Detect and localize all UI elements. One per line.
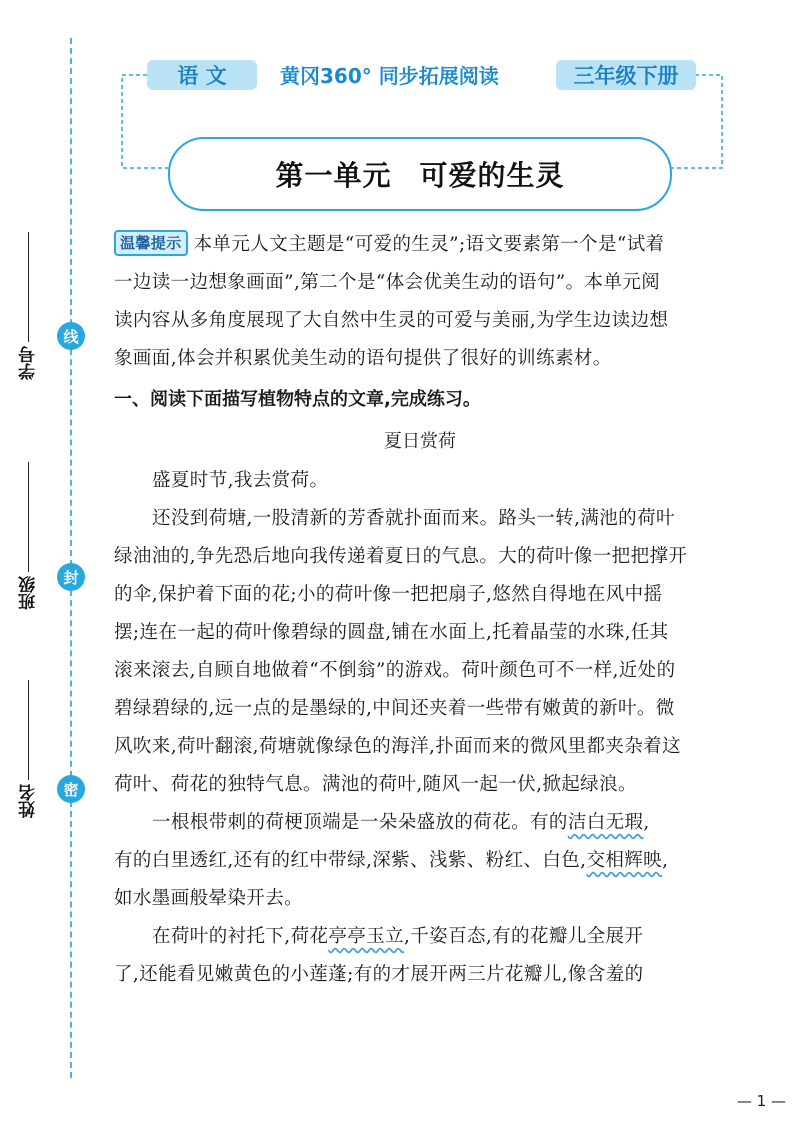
- tip-line-3: 读内容从多角度展现了大自然中生灵的可爱与美丽,为学生边读边想: [114, 310, 669, 331]
- article-p2-line: 风吹来,荷叶翻滚,荷塘就像绿色的海洋,扑面而来的微风里都夹杂着这: [114, 736, 681, 757]
- tip-line-4: 象画面,体会并积累优美生动的语句提供了很好的训练素材。: [114, 348, 612, 369]
- unit-number: 第一单元: [275, 159, 392, 192]
- student-id-field[interactable]: [14, 232, 42, 380]
- article-p3-line: 如水墨画般晕染开去。: [114, 888, 304, 909]
- unit-theme: 可爱的生灵: [419, 159, 565, 192]
- article-p2-line: 荷叶、荷花的独特气息。满池的荷叶,随风一起一伏,掀起绿浪。: [114, 774, 637, 795]
- article-p2-line: 碧绿碧绿的,远一点的是墨绿的,中间还夹着一些带有嫩黄的新叶。微: [114, 698, 675, 719]
- series-title: 黄冈360° 同步拓展阅读: [280, 64, 499, 88]
- tip-badge: 温馨提示: [114, 230, 188, 256]
- seal-mark-mi: 密: [57, 775, 85, 803]
- seal-mark-feng: 封: [57, 563, 85, 591]
- wavy-underlined-phrase: 亭亭玉立: [328, 926, 404, 947]
- article-paragraph-1: 盛夏时节,我去赏荷。: [152, 470, 329, 491]
- article-p2-line: 滚来滚去,自顾自地做着“不倒翁”的游戏。荷叶颜色可不一样,近处的: [114, 660, 676, 681]
- article-p3-line: [114, 804, 726, 842]
- article-p4-line: [114, 918, 726, 956]
- grade-tag: 三年级下册: [556, 60, 696, 90]
- name-label: 姓名: [18, 784, 39, 818]
- tip-line-1: [114, 226, 726, 264]
- article-p4-line: 了,还能看见嫩黄色的小莲蓬;有的才展开两三片花瓣儿,像含羞的: [114, 964, 644, 985]
- question-title: 一、阅读下面描写植物特点的文章,完成练习。: [114, 389, 481, 410]
- student-id-blank[interactable]: [28, 232, 29, 342]
- wavy-underlined-phrase: 交相辉映: [586, 850, 663, 871]
- article-p3-line: [114, 842, 726, 880]
- tip-line-2: 一边读一边想象画面”,第二个是“体会优美生动的语句”。本单元阅: [114, 272, 661, 293]
- article-title: 夏日赏荷: [384, 431, 456, 452]
- p3-text: 有的白里透红,还有的红中带绿,深紫、浅紫、粉红、白色,: [114, 850, 587, 871]
- class-field[interactable]: [14, 462, 42, 610]
- article-p2-line: 还没到荷塘,一股清新的芳香就扑面而来。路头一转,满池的荷叶: [152, 508, 675, 529]
- unit-title: [275, 154, 564, 194]
- unit-banner: [168, 137, 672, 211]
- p3-punct: ,: [662, 850, 669, 871]
- seal-mark-xian: 线: [57, 322, 85, 350]
- class-blank[interactable]: [28, 462, 29, 572]
- article-p2-line: 的伞,保护着下面的花;小的荷叶像一把把扇子,悠然自得地在风中摇: [114, 584, 663, 605]
- page-number: — 1 —: [736, 1092, 786, 1110]
- subject-tag: 语 文: [147, 60, 257, 90]
- p3-punct: ,: [643, 812, 650, 833]
- wavy-underlined-phrase: 洁白无瑕: [567, 812, 644, 833]
- article-p2-line: 摆;连在一起的荷叶像碧绿的圆盘,铺在水面上,托着晶莹的水珠,任其: [114, 622, 669, 643]
- class-label: 班级: [18, 576, 39, 610]
- p3-text: 一根根带刺的荷梗顶端是一朵朵盛放的荷花。有的: [152, 812, 568, 833]
- p4-text: 在荷叶的衬托下,荷花: [152, 926, 329, 947]
- tip-text-1: 本单元人文主题是“可爱的生灵”;语文要素第一个是“试着: [193, 234, 665, 255]
- p4-text: ,千姿百态,有的花瓣儿全展开: [404, 926, 644, 947]
- student-id-label: 学号: [18, 346, 39, 380]
- name-blank[interactable]: [28, 680, 29, 780]
- page-content: [114, 226, 726, 994]
- article-p2-line: 绿油油的,争先恐后地向我传递着夏日的气息。大的荷叶像一把把撑开: [114, 546, 688, 567]
- name-field[interactable]: [14, 680, 42, 818]
